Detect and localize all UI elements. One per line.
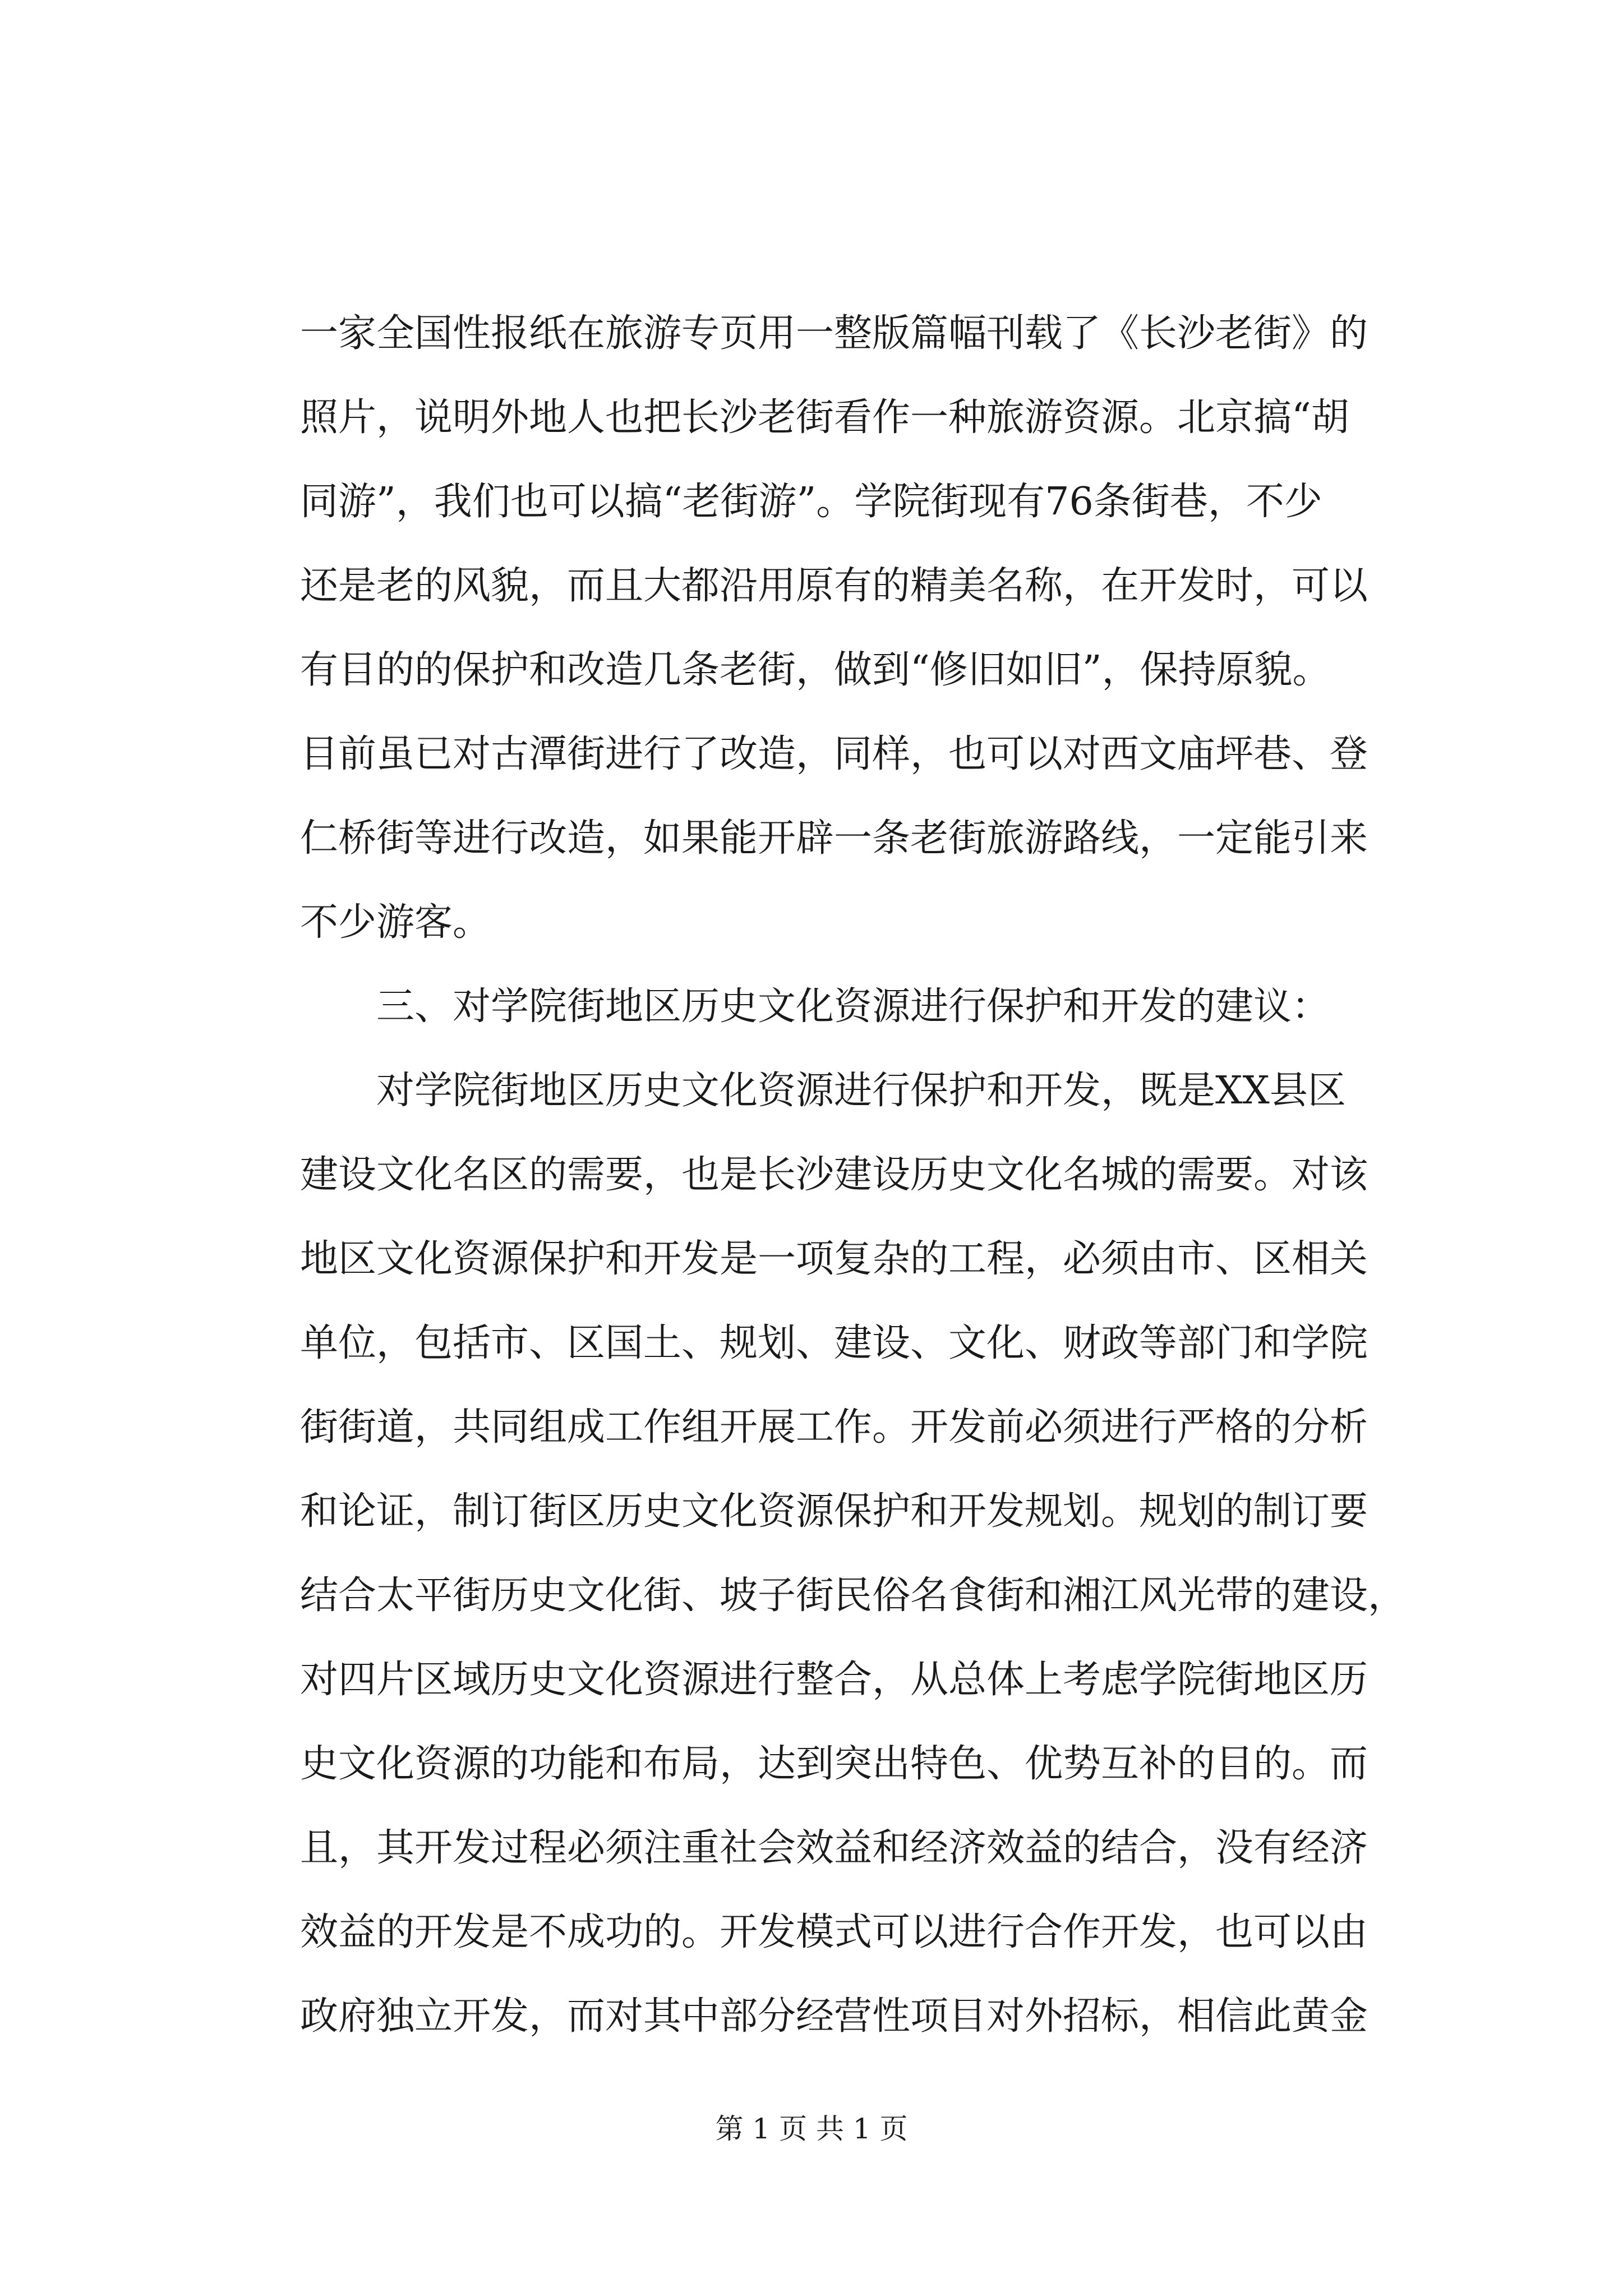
text-line: 一家全国性报纸在旅游专页用一整版篇幅刊载了《长沙老街》的 bbox=[300, 311, 1368, 356]
text-line: 同游”，我们也可以搞“老街游”。学院街现有76条街巷，不少 bbox=[300, 480, 1322, 524]
text-line: 街街道，共同组成工作组开展工作。开发前必须进行严格的分析 bbox=[300, 1405, 1368, 1450]
text-line: 和论证，制订街区历史文化资源保护和开发规划。规划的制订要 bbox=[300, 1489, 1368, 1534]
text-line: 建设文化名区的需要，也是长沙建设历史文化名城的需要。对该 bbox=[300, 1153, 1368, 1197]
text-line: 结合太平街历史文化街、坡子街民俗名食街和湘江风光带的建设， bbox=[300, 1573, 1407, 1618]
text-line: 地区文化资源保护和开发是一项复杂的工程，必须由市、区相关 bbox=[300, 1237, 1368, 1281]
text-line: 还是老的风貌，而且大都沿用原有的精美名称，在开发时，可以 bbox=[300, 564, 1368, 608]
text-line: 对学院街地区历史文化资源进行保护和开发，既是XX县区 bbox=[376, 1069, 1346, 1113]
text-line: 目前虽已对古潭街进行了改造，同样，也可以对西文庙坪巷、登 bbox=[300, 732, 1368, 776]
text-line: 对四片区域历史文化资源进行整合，从总体上考虑学院街地区历 bbox=[300, 1658, 1368, 1702]
text-line: 有目的的保护和改造几条老街，做到“修旧如旧”，保持原貌。 bbox=[300, 648, 1331, 692]
text-line: 照片，说明外地人也把长沙老街看作一种旅游资源。北京搞“胡 bbox=[300, 395, 1349, 440]
text-line: 效益的开发是不成功的。开发模式可以进行合作开发，也可以由 bbox=[300, 1910, 1368, 1954]
page-footer: 第 1 页 共 1 页 bbox=[715, 2113, 908, 2145]
text-line: 政府独立开发，而对其中部分经营性项目对外招标，相信此黄金 bbox=[300, 1994, 1368, 2039]
text-line: 史文化资源的功能和布局，达到突出特色、优势互补的目的。而 bbox=[300, 1742, 1368, 1786]
text-line: 不少游客。 bbox=[300, 900, 491, 945]
text-line: 单位，包括市、区国土、规划、建设、文化、财政等部门和学院 bbox=[300, 1321, 1368, 1365]
text-line: 仁桥街等进行改造，如果能开辟一条老街旅游路线，一定能引来 bbox=[300, 816, 1368, 861]
section-heading: 三、对学院街地区历史文化资源进行保护和开发的建议： bbox=[376, 984, 1330, 1029]
text-line: 且，其开发过程必须注重社会效益和经济效益的结合，没有经济 bbox=[300, 1826, 1368, 1870]
